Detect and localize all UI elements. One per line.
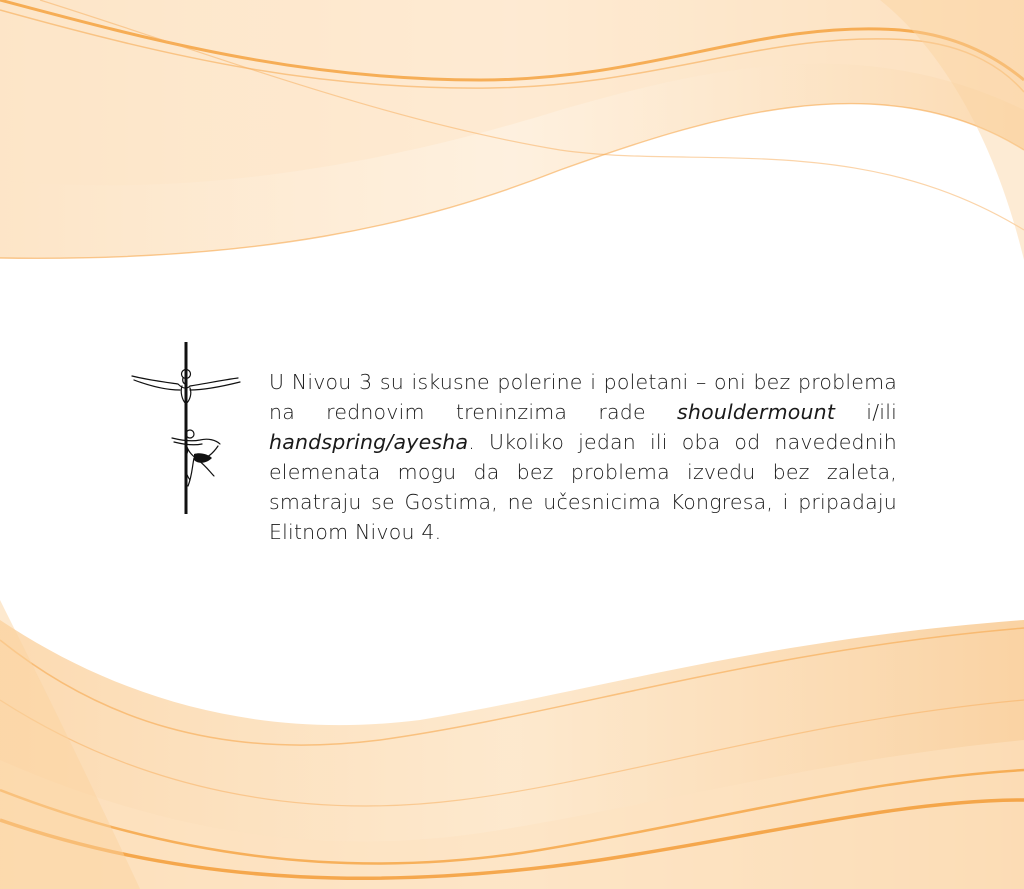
term-shouldermount: shouldermount [677, 399, 836, 424]
pole-dancers-icon [128, 340, 244, 516]
body-paragraph [269, 367, 897, 547]
paragraph-part-3: . Ukoliko jedan ili oba od navedednih elemenata mogu da bez problema izvedu bez zaleta, smatraju se Gostima, ne učesnicima Kongresa, i pripadaju Elitnom Nivou 4. [269, 429, 897, 544]
paragraph-part-1: U Nivou 3 su iskusne polerine i poletani – oni bez problema na rednovim treninzima rade [269, 369, 897, 424]
paragraph-part-2: i/ili [835, 399, 897, 424]
term-handspring-ayesha: handspring/ayesha [269, 429, 469, 454]
